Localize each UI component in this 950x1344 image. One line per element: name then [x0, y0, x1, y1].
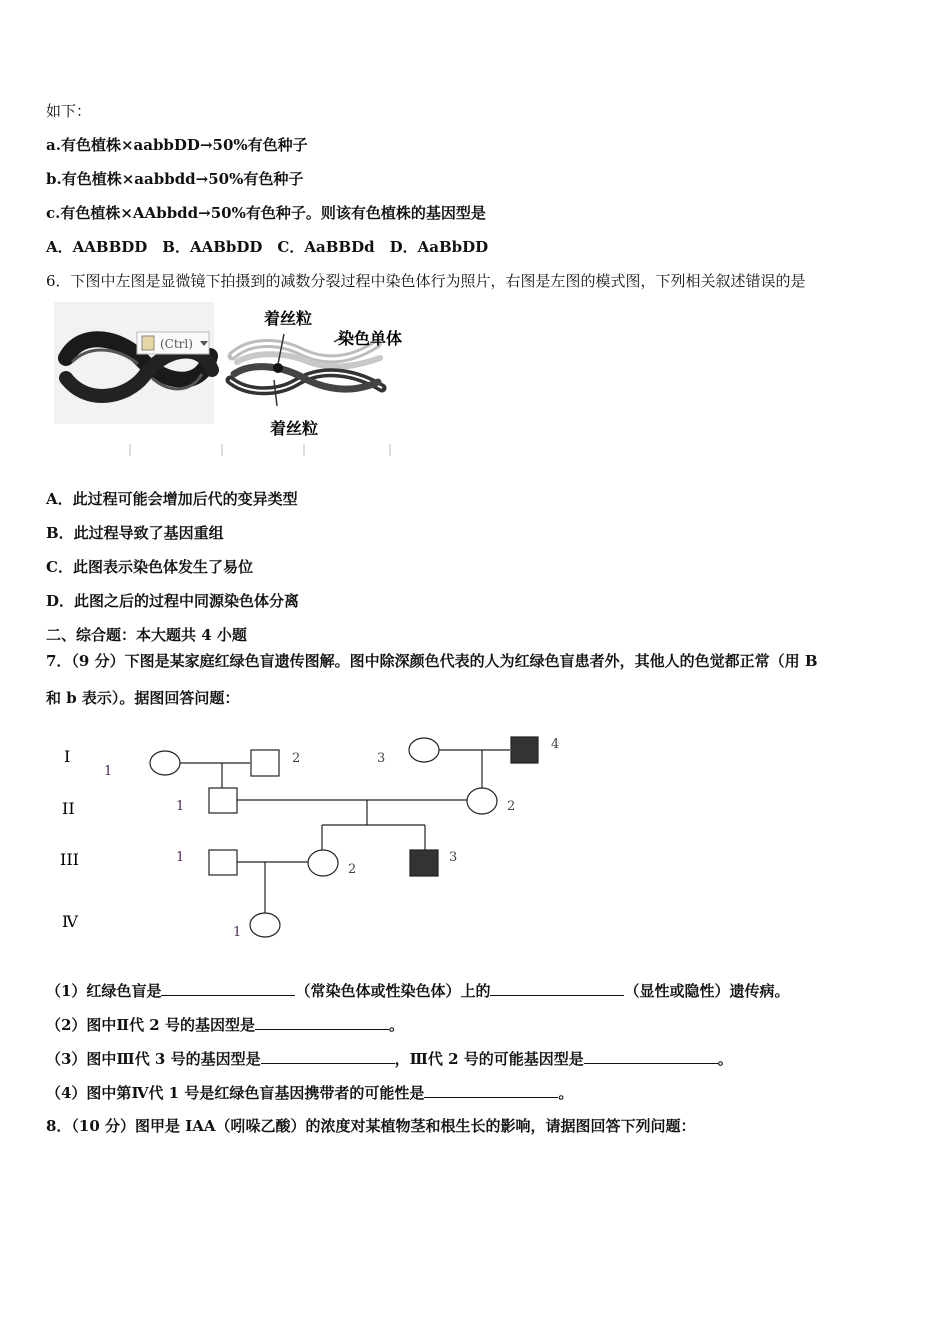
- q7-sub2-text-b: 。: [388, 1016, 404, 1034]
- label-centromere-bottom: 着丝粒: [270, 419, 319, 438]
- label-centromere-top: 着丝粒: [264, 309, 313, 328]
- chromosome-schematic: [230, 309, 402, 438]
- q5-intro: 如下：: [46, 102, 92, 120]
- II2-female: [467, 788, 497, 814]
- pedigree-chart: [46, 728, 576, 948]
- q7-sub2-text-a: （2）图中Ⅱ代 2 号的基因型是: [46, 1016, 255, 1034]
- chromosome-figure: [52, 298, 412, 458]
- q7-sub1: [46, 980, 789, 1001]
- q5-cross-a: a.有色植株×aabbDD→50%有色种子: [46, 136, 308, 154]
- num-III1: 1: [176, 850, 185, 865]
- q6-option-c: C．此图表示染色体发生了易位: [46, 558, 253, 576]
- q7-sub4: [46, 1082, 573, 1103]
- q7-sub3-text-b: ，Ⅲ代 2 号的可能基因型是: [394, 1050, 584, 1068]
- q7-sub3: [46, 1048, 733, 1069]
- q6-option-b: B．此过程导致了基因重组: [46, 524, 224, 542]
- II1-male: [209, 788, 237, 813]
- num-II1: 1: [176, 799, 185, 814]
- q6-option-a: A．此过程可能会增加后代的变异类型: [46, 490, 298, 508]
- q5-cross-c: c.有色植株×AAbbdd→50%有色种子。则该有色植株的基因型是: [46, 204, 486, 222]
- num-II2: 2: [507, 799, 516, 814]
- num-IV1: 1: [233, 925, 242, 940]
- gen-label-II: II: [62, 799, 75, 818]
- I2-male: [251, 750, 279, 776]
- num-III2: 2: [348, 862, 357, 877]
- paste-tag-label: (Ctrl): [160, 337, 193, 351]
- gen-label-III: III: [60, 850, 79, 869]
- q7-sub1-text-a: （1）红绿色盲是: [46, 982, 162, 1000]
- q7-sub4-text-b: 。: [558, 1084, 574, 1102]
- q7-stem-line1: 7．（9 分）下图是某家庭红绿色盲遗传图解。图中除深颜色代表的人为红绿色盲患者外，其他人的色觉都正常（用 B: [46, 652, 818, 670]
- section-title: 二、综合题：本大题共 4 小题: [46, 626, 247, 644]
- num-I1: 1: [104, 764, 113, 779]
- answer-blank-3b[interactable]: [584, 1048, 718, 1064]
- III1-male: [209, 850, 237, 875]
- num-I4: 4: [551, 737, 560, 752]
- gen-label-IV: Ⅳ: [62, 912, 78, 931]
- IV1-female: [250, 913, 280, 937]
- q7-stem-line2: 和 b 表示）。据图回答问题：: [46, 689, 240, 707]
- q7-sub1-text-b: （常染色体或性染色体）上的: [295, 982, 491, 1000]
- answer-blank-2[interactable]: [255, 1014, 389, 1030]
- q8-stem: 8．（10 分）图甲是 IAA（吲哚乙酸）的浓度对某植物茎和根生长的影响，请据图回答下列问题：: [46, 1117, 696, 1135]
- q5-options: A．AABBDD B．AABbDD C．AaBBDd D．AaBbDD: [46, 238, 489, 256]
- num-III3: 3: [449, 850, 458, 865]
- I4-affected-male: [511, 737, 538, 763]
- q5-cross-b: b.有色植株×aabbdd→50%有色种子: [46, 170, 304, 188]
- III3-affected-male: [410, 850, 438, 876]
- gen-label-I: I: [64, 747, 71, 766]
- III2-female: [308, 850, 338, 876]
- answer-blank-1a[interactable]: [161, 980, 295, 996]
- q7-sub4-text-a: （4）图中第Ⅳ代 1 号是红绿色盲基因携带者的可能性是: [46, 1084, 425, 1102]
- num-I3: 3: [377, 751, 386, 766]
- num-I2: 2: [292, 751, 301, 766]
- I3-female: [409, 738, 439, 762]
- q7-sub2: [46, 1014, 404, 1035]
- paste-options-tag[interactable]: [137, 332, 209, 354]
- q7-sub1-text-c: （显性或隐性）遗传病。: [624, 982, 790, 1000]
- answer-blank-4[interactable]: [424, 1082, 558, 1098]
- q6-option-d: D．此图之后的过程中同源染色体分离: [46, 592, 300, 610]
- q6-stem: 6．下图中左图是显微镜下拍摄到的减数分裂过程中染色体行为照片，右图是左图的模式图，下列相关叙述错误的是: [46, 272, 806, 290]
- micrograph-photo: [54, 302, 214, 424]
- answer-blank-3a[interactable]: [261, 1048, 395, 1064]
- q7-sub3-text-a: （3）图中Ⅲ代 3 号的基因型是: [46, 1050, 261, 1068]
- q7-sub3-text-c: 。: [717, 1050, 733, 1068]
- answer-blank-1b[interactable]: [490, 980, 624, 996]
- I1-female: [150, 751, 180, 775]
- label-chromatid: 染色单体: [338, 329, 403, 348]
